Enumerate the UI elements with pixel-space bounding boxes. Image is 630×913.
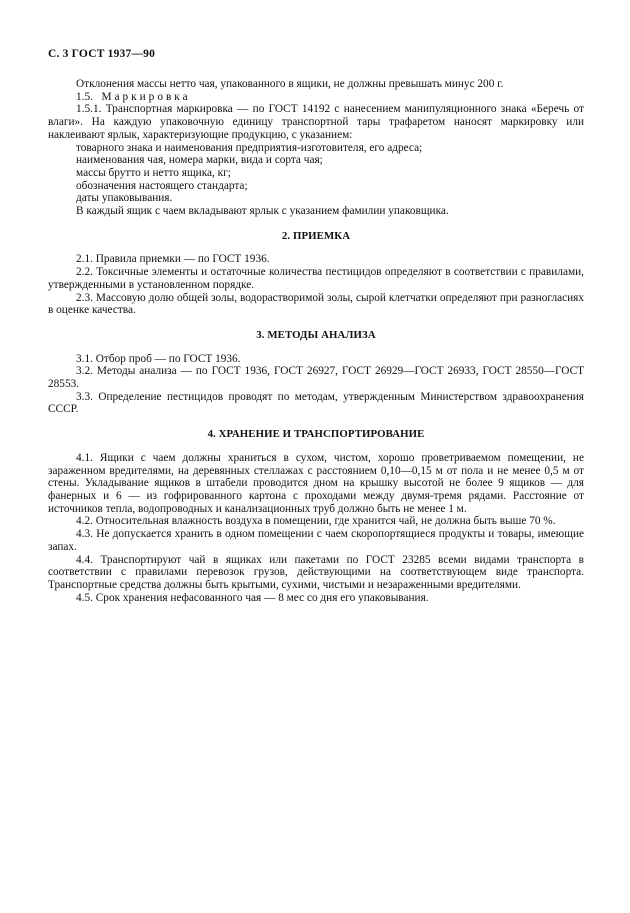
section-2-title: 2. ПРИЕМКА [281, 229, 351, 242]
clause-4-5: 4.5. Срок хранения нефасованного чая — 8 мес со дня его упаковывания. [76, 591, 429, 604]
clause-2-1: 2.1. Правила приемки — по ГОСТ 1936. [76, 253, 270, 266]
section-3-title: 3. МЕТОДЫ АНАЛИЗА [256, 328, 376, 341]
clause-2-3: 2.3. Массовую долю общей золы, водорастворимой золы, сырой клетчатки определяют при разногласиях в оценке качества. [48, 291, 584, 317]
page-content [48, 78, 584, 604]
clause-4-4: 4.4. Транспортируют чай в ящиках или пакетами по ГОСТ 23285 всеми видами транспорта в соответствии с правилами перевозок грузов, действующими на соответствующем виде транспорта. Транспортные средства должны быть крытыми, сухими, чистыми и незараженными вредителями. [48, 553, 584, 591]
section-4-title: 4. ХРАНЕНИЕ И ТРАНСПОРТИРОВАНИЕ [207, 428, 425, 441]
clause-4-3: 4.3. Не допускается хранить в одном помещении с чаем скоропортящиеся продукты и товары, имеющие запах. [48, 528, 584, 553]
intro-paragraph-label: В каждый ящик с чаем вкладывают ярлык с указанием фамилии упаковщика. [76, 205, 449, 218]
list-item: обозначения настоящего стандарта; [76, 179, 248, 192]
section-number: 1.5. [76, 90, 93, 103]
clause-4-2: 4.2. Относительная влажность воздуха в помещении, где хранится чай, не должна быть выше 70 %. [76, 515, 556, 528]
clause-3-1: 3.1. Отбор проб — по ГОСТ 1936. [76, 352, 241, 365]
list-item: массы брутто и нетто ящика, кг; [76, 166, 231, 179]
list-item: даты упаковывания. [76, 192, 173, 205]
clause-1-5-1: 1.5.1. Транспортная маркировка — по ГОСТ 14192 с нанесением манипуляционного знака «Беречь от влаги». На каждую упаковочную единицу транспортной тары трафаретом наносят маркировку или наклеивают ярлык, характеризующие продукцию, с указанием: [48, 103, 584, 141]
page-header: С. 3 ГОСТ 1937—90 [48, 48, 156, 60]
clause-4-1: 4.1. Ящики с чаем должны храниться в сухом, чистом, хорошо проветриваемом помещении, не зараженном вредителями, на деревянных стеллажах с расстоянием 0,10—0,15 м от пола и не менее 0,5 м от стены. Укладывание ящиков в штабели проводится дном на крышку высотой не более 9 ящиков — для фанерных и 6 — из гофрированного картона с проходами между двумя-тремя рядами. Расстояние от источников тепла, водопроводных и канализационных труб должно быть не менее 1 м. [48, 451, 584, 515]
clause-2-2: 2.2. Токсичные элементы и остаточные количества пестицидов определяют в соответствии с правилами, утвержденными в установленном порядке. [48, 266, 584, 291]
section-title: Маркировка [101, 90, 191, 103]
list-item: наименования чая, номера марки, вида и сорта чая; [76, 154, 323, 167]
intro-paragraph-1: Отклонения массы нетто чая, упакованного в ящики, не должны превышать минус 200 г. [76, 78, 504, 90]
clause-3-2: 3.2. Методы анализа — по ГОСТ 1936, ГОСТ 26927, ГОСТ 26929—ГОСТ 26933, ГОСТ 28550—ГОСТ 28553. [48, 365, 584, 391]
list-item: товарного знака и наименования предприятия-изготовителя, его адреса; [76, 141, 423, 154]
clause-3-3: 3.3. Определение пестицидов проводят по методам, утвержденным Министерством здравоохранения СССР. [48, 390, 584, 416]
section-1-5-heading [48, 91, 584, 104]
